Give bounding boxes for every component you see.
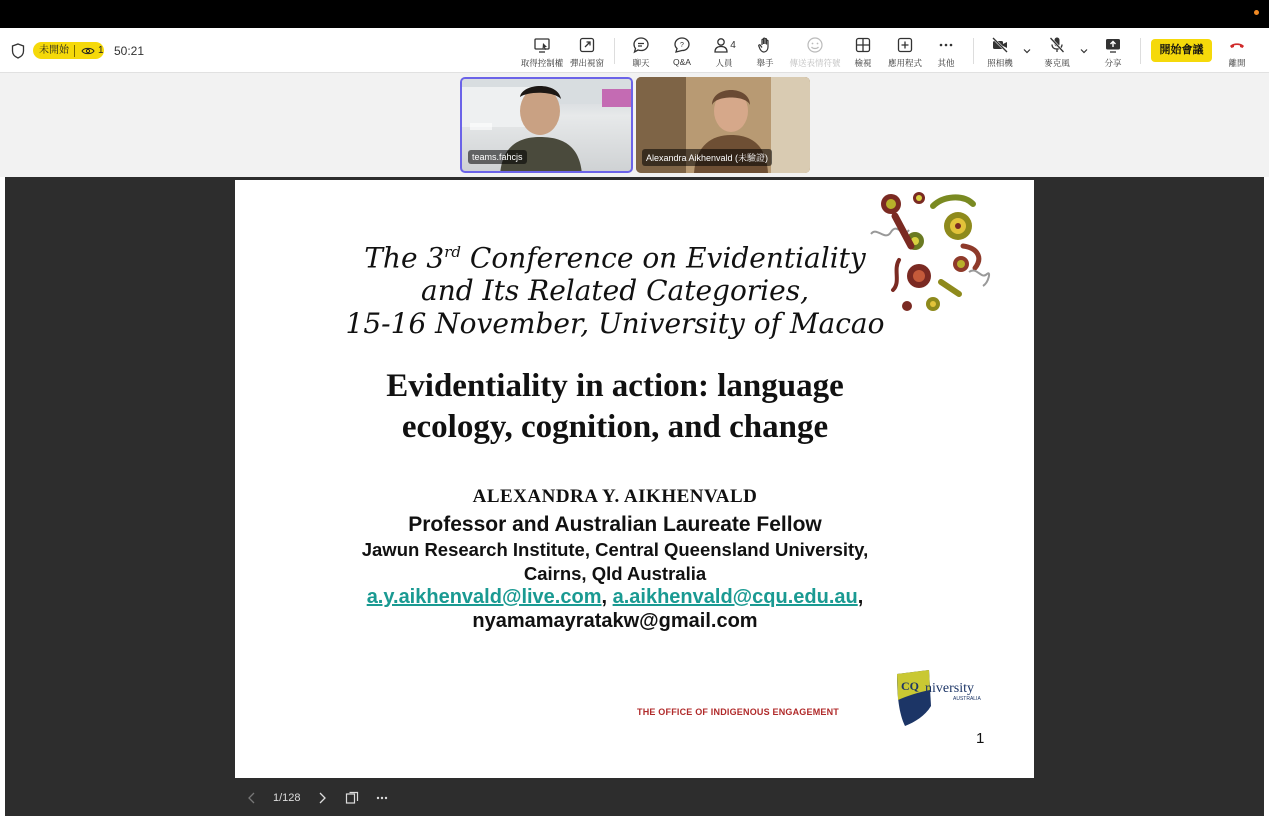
chat-icon — [632, 36, 650, 54]
chat-button[interactable] — [618, 36, 664, 70]
meeting-status-label: 未開始 — [33, 45, 75, 57]
qa-icon — [673, 36, 691, 54]
svg-text:CQ: CQ — [901, 679, 919, 693]
svg-text:AUSTRALIA: AUSTRALIA — [953, 696, 981, 702]
popout-icon — [578, 36, 596, 54]
qa-button[interactable] — [659, 36, 705, 70]
office-of-indigenous-engagement: THE OFFICE OF INDIGENOUS ENGAGEMENT — [637, 707, 840, 717]
meeting-timer: 50:21 — [114, 44, 145, 58]
raise-hand-icon — [756, 36, 774, 54]
people-icon-group — [712, 36, 736, 54]
participant-gallery — [0, 73, 1269, 177]
qa-label: Q&A — [673, 57, 691, 67]
take-control-button[interactable] — [519, 36, 565, 70]
window-top-bar — [0, 0, 1269, 28]
meeting-toolbar — [0, 28, 1269, 73]
camera-button[interactable] — [977, 36, 1023, 70]
share-screen-icon — [1104, 36, 1122, 54]
emoji-icon — [806, 36, 824, 54]
conference-title-line1: The 3rd Conference on Evidentiality — [364, 241, 866, 275]
more-button[interactable] — [923, 36, 969, 70]
shield-icon[interactable] — [11, 43, 25, 59]
slide-page-number: 1 — [976, 730, 985, 747]
previous-slide-icon[interactable] — [245, 791, 259, 805]
hang-up-icon — [1228, 36, 1246, 54]
next-slide-icon[interactable] — [315, 791, 329, 805]
toolbar-divider — [973, 38, 974, 64]
talk-title-line1: Evidentiality in action: language — [386, 368, 844, 404]
camera-off-icon — [991, 36, 1009, 54]
people-count: 4 — [730, 39, 736, 51]
conference-title-line3: 15-16 November, University of Macao — [345, 307, 885, 341]
reactions-label: 傳送表情符號 — [789, 58, 841, 68]
person-icon — [712, 36, 730, 54]
slide-pager — [245, 787, 389, 809]
participant-video-tile[interactable] — [636, 77, 810, 173]
eye-icon — [81, 46, 95, 56]
presentation-slide — [235, 180, 1034, 778]
author-name: ALEXANDRA Y. AIKHENVALD — [472, 486, 758, 507]
take-control-icon — [533, 36, 551, 54]
people-label: 人員 — [715, 58, 733, 68]
view-button[interactable] — [840, 36, 886, 70]
view-label: 檢視 — [854, 58, 872, 68]
viewer-count: 1 — [98, 45, 104, 56]
grid-view-icon — [854, 36, 872, 54]
share-button[interactable] — [1090, 36, 1136, 70]
reactions-button[interactable] — [788, 36, 842, 70]
talk-title — [285, 366, 945, 448]
raise-hand-button[interactable] — [742, 36, 788, 70]
slide-position: 1/128 — [273, 792, 301, 804]
people-button[interactable] — [701, 36, 747, 70]
institute-line1: Jawun Research Institute, Central Queensland University, — [361, 539, 869, 560]
email-link-cqu[interactable]: a.aikhenvald@cqu.edu.au — [612, 586, 858, 608]
mic-options-chevron-icon[interactable] — [1079, 46, 1089, 56]
take-control-label: 取得控制權 — [520, 58, 564, 68]
talk-title-line2: ecology, cognition, and change — [401, 409, 829, 445]
mic-button[interactable] — [1034, 36, 1080, 70]
popout-label: 彈出視窗 — [569, 58, 604, 68]
add-app-icon — [896, 36, 914, 54]
more-label: 其他 — [937, 58, 955, 68]
apps-button[interactable] — [882, 36, 928, 70]
conference-title — [325, 236, 905, 340]
start-meeting-button[interactable]: 開始會議 — [1151, 39, 1212, 62]
email-links: a.y.aikhenvald@live.com, a.aikhenvald@cqu.edu.au, — [366, 586, 864, 608]
camera-options-chevron-icon[interactable] — [1022, 46, 1032, 56]
chat-label: 聊天 — [632, 58, 650, 68]
camera-label: 照相機 — [987, 58, 1013, 68]
cqu-logo — [895, 670, 995, 728]
participant-name: Alexandra Aikhenvald (未驗證) — [642, 149, 772, 166]
apps-label: 應用程式 — [887, 58, 922, 68]
participant-name: teams.fahcjs — [468, 150, 527, 164]
ordinal-suffix: rd — [444, 243, 462, 261]
toolbar-divider — [1140, 38, 1141, 64]
popout-button[interactable] — [564, 36, 610, 70]
recording-indicator-dot — [1254, 10, 1259, 15]
institute-line2: Cairns, Qld Australia — [523, 563, 707, 584]
email-gmail: nyamamayratakw@gmail.com — [472, 610, 758, 632]
email-link-live[interactable]: a.y.aikhenvald@live.com — [366, 586, 602, 608]
mic-off-icon — [1048, 36, 1066, 54]
share-label: 分享 — [1104, 58, 1122, 68]
meeting-status-badge[interactable] — [33, 42, 104, 59]
conference-title-line2: and Its Related Categories, — [421, 274, 809, 308]
more-icon — [937, 36, 955, 54]
more-options-icon[interactable] — [375, 791, 389, 805]
leave-button[interactable] — [1214, 36, 1260, 70]
svg-text:niversity: niversity — [925, 681, 974, 696]
mic-label: 麥克風 — [1044, 58, 1070, 68]
svg-text:?: ? — [680, 42, 684, 49]
shared-content-stage — [5, 177, 1264, 816]
author-position: Professor and Australian Laureate Fellow — [408, 513, 822, 536]
participant-video-tile[interactable] — [460, 77, 633, 173]
leave-label: 離開 — [1228, 58, 1246, 68]
raise-hand-label: 舉手 — [756, 58, 774, 68]
toolbar-divider — [614, 38, 615, 64]
slide-grid-icon[interactable] — [345, 791, 359, 805]
